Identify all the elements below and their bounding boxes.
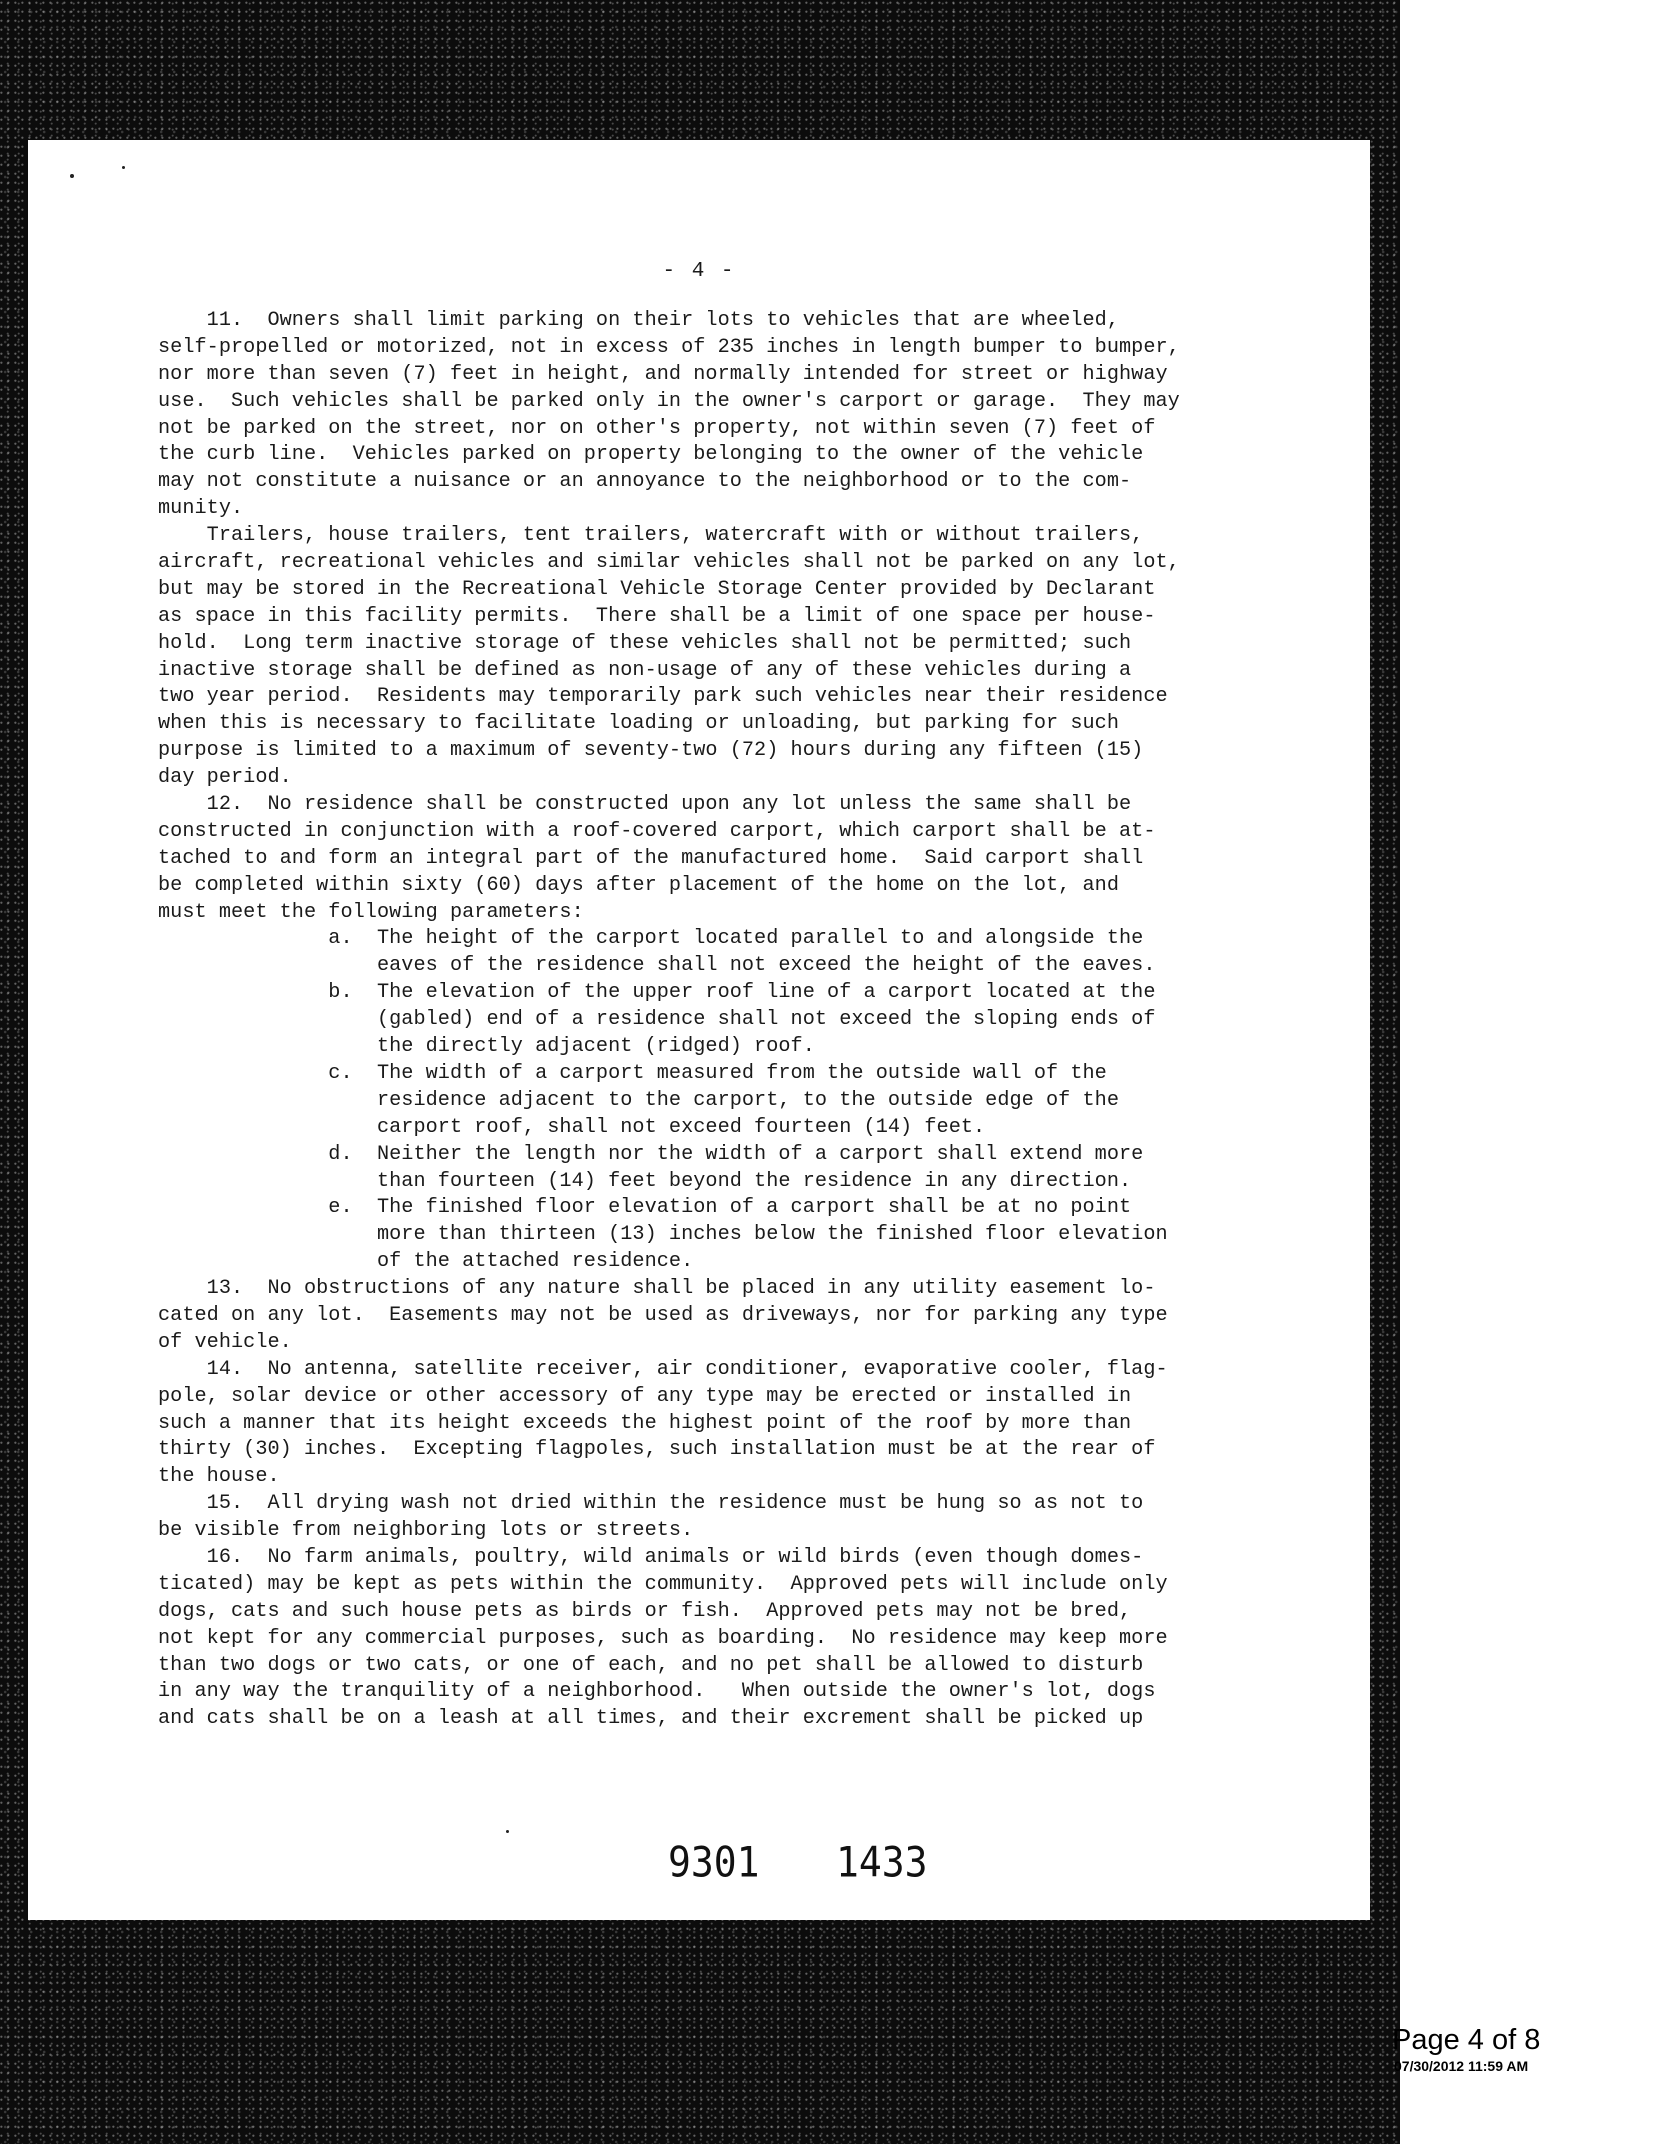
text-line: aircraft, recreational vehicles and similar vehicles shall not be parked on any lot, <box>158 551 1180 575</box>
text-line: when this is necessary to facilitate loading or unloading, but parking for such <box>158 712 1119 736</box>
document-body <box>158 308 1288 1733</box>
text-line: of vehicle. <box>158 1330 292 1354</box>
text-line: and cats shall be on a leash at all times, and their excrement shall be picked up <box>158 1707 1144 1731</box>
text-line: day period. <box>158 766 292 790</box>
text-line: than two dogs or two cats, or one of each, and no pet shall be allowed to disturb <box>158 1653 1144 1677</box>
text-line: self-propelled or motorized, not in excess of 235 inches in length bumper to bumper, <box>158 335 1180 359</box>
text-line: munity. <box>158 497 244 521</box>
text-line: 12. No residence shall be constructed upon any lot unless the same shall be <box>158 793 1132 817</box>
text-line: pole, solar device or other accessory of any type may be erected or installed in <box>158 1384 1132 1408</box>
page-number: - 4 - <box>662 260 736 283</box>
footer-timestamp: 07/30/2012 11:59 AM <box>1394 2058 1529 2074</box>
text-line: more than thirteen (13) inches below the finished floor elevation <box>158 1223 1168 1247</box>
text-line: in any way the tranquility of a neighborhood. When outside the owner's lot, dogs <box>158 1680 1156 1704</box>
text-line: of the attached residence. <box>158 1250 694 1274</box>
scan-speck <box>506 1830 509 1833</box>
text-line: may not constitute a nuisance or an annoyance to the neighborhood or to the com- <box>158 470 1132 494</box>
text-line: 15. All drying wash not dried within the residence must be hung so as not to <box>158 1492 1144 1516</box>
text-line: must meet the following parameters: <box>158 900 584 924</box>
text-line: such a manner that its height exceeds the highest point of the roof by more than <box>158 1411 1132 1435</box>
text-line: b. The elevation of the upper roof line of a carport located at the <box>158 981 1156 1005</box>
text-line: carport roof, shall not exceed fourteen (14) feet. <box>158 1115 986 1139</box>
text-line: thirty (30) inches. Excepting flagpoles, such installation must be at the rear of <box>158 1438 1156 1462</box>
text-line: 13. No obstructions of any nature shall be placed in any utility easement lo- <box>158 1277 1156 1301</box>
text-line: use. Such vehicles shall be parked only in the owner's carport or garage. They may <box>158 389 1180 413</box>
document-page <box>28 140 1370 1920</box>
text-line: hold. Long term inactive storage of these vehicles shall not be permitted; such <box>158 631 1132 655</box>
text-line: c. The width of a carport measured from the outside wall of the <box>158 1061 1107 1085</box>
text-line: but may be stored in the Recreational Vehicle Storage Center provided by Declarant <box>158 577 1156 601</box>
text-line: not be parked on the street, nor on other's property, not within seven (7) feet of <box>158 416 1156 440</box>
text-line: ticated) may be kept as pets within the community. Approved pets will include only <box>158 1572 1168 1596</box>
text-line: as space in this facility permits. There shall be a limit of one space per house- <box>158 604 1156 628</box>
text-line: be completed within sixty (60) days after placement of the home on the lot, and <box>158 873 1119 897</box>
text-line: 16. No farm animals, poultry, wild animals or wild birds (even though domes- <box>158 1545 1144 1569</box>
text-line: 11. Owners shall limit parking on their lots to vehicles that are wheeled, <box>158 309 1119 332</box>
text-line: a. The height of the carport located parallel to and alongside the <box>158 927 1144 951</box>
text-line: (gabled) end of a residence shall not exceed the sloping ends of <box>158 1008 1156 1032</box>
text-line: nor more than seven (7) feet in height, and normally intended for street or highway <box>158 362 1168 386</box>
scan-speck <box>70 174 74 178</box>
text-line: purpose is limited to a maximum of seventy-two (72) hours during any fifteen (15) <box>158 739 1144 763</box>
text-line: the curb line. Vehicles parked on property belonging to the owner of the vehicle <box>158 443 1144 467</box>
text-line: residence adjacent to the carport, to the outside edge of the <box>158 1088 1119 1112</box>
recording-page-number: 1433 <box>836 1837 928 1887</box>
text-line: d. Neither the length nor the width of a carport shall extend more <box>158 1142 1144 1166</box>
text-line: cated on any lot. Easements may not be used as driveways, nor for parking any type <box>158 1303 1168 1327</box>
footer-page-label: Page 4 of 8 <box>1392 2024 1541 2056</box>
text-line: e. The finished floor elevation of a carport shall be at no point <box>158 1196 1132 1220</box>
text-line: tached to and form an integral part of the manufactured home. Said carport shall <box>158 846 1144 870</box>
recording-book-number: 9301 <box>668 1837 760 1887</box>
text-line: eaves of the residence shall not exceed the height of the eaves. <box>158 954 1156 978</box>
text-line: dogs, cats and such house pets as birds or fish. Approved pets may not be bred, <box>158 1599 1132 1623</box>
text-line: constructed in conjunction with a roof-covered carport, which carport shall be at- <box>158 819 1156 843</box>
text-line: than fourteen (14) feet beyond the residence in any direction. <box>158 1169 1132 1193</box>
text-line: be visible from neighboring lots or streets. <box>158 1519 694 1543</box>
scan-speck <box>122 166 125 169</box>
text-line: inactive storage shall be defined as non-usage of any of these vehicles during a <box>158 658 1132 682</box>
text-line: two year period. Residents may temporarily park such vehicles near their residence <box>158 685 1168 709</box>
text-line: Trailers, house trailers, tent trailers, watercraft with or without trailers, <box>158 524 1144 548</box>
text-line: 14. No antenna, satellite receiver, air conditioner, evaporative cooler, flag- <box>158 1357 1168 1381</box>
text-line: the house. <box>158 1465 280 1489</box>
text-line: the directly adjacent (ridged) roof. <box>158 1035 815 1059</box>
text-line: not kept for any commercial purposes, such as boarding. No residence may keep more <box>158 1626 1168 1650</box>
